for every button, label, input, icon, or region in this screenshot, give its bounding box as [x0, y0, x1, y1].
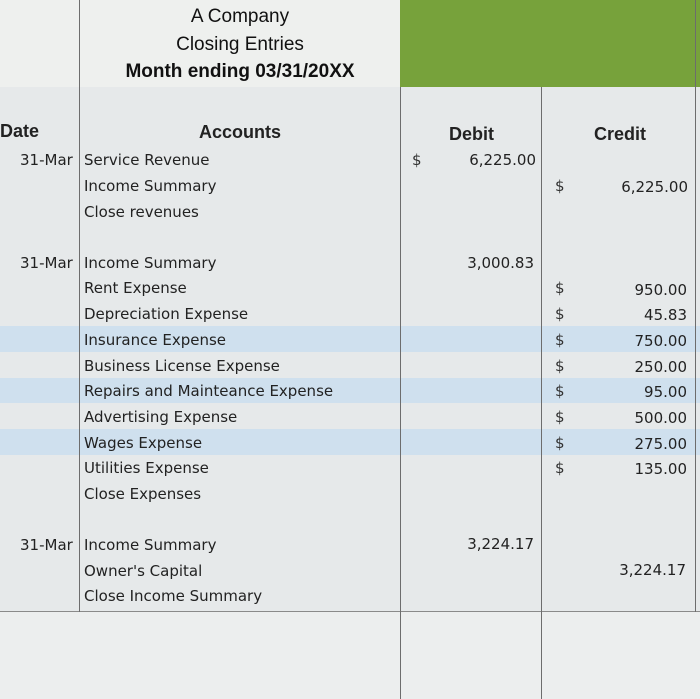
header-credit: Credit: [594, 124, 647, 144]
credit-amount: 950.00: [634, 281, 687, 299]
report-period: Month ending 03/31/20XX: [125, 61, 355, 82]
debit-amount: 3,000.83: [467, 254, 534, 272]
dollar-sign: $: [555, 459, 565, 477]
company-title: A Company: [190, 6, 290, 27]
credit-amount: 500.00: [634, 409, 687, 427]
account-name: Service Revenue: [84, 151, 210, 169]
dollar-sign: $: [555, 434, 565, 452]
dollar-sign: $: [555, 357, 565, 375]
credit-amount: 750.00: [634, 332, 687, 350]
table-row[interactable]: [0, 506, 700, 532]
account-name: Insurance Expense: [84, 331, 227, 349]
header-accounts: Accounts: [199, 122, 282, 142]
credit-amount: 135.00: [634, 460, 687, 478]
debit-amount: 6,225.00: [469, 151, 536, 169]
account-name: Business License Expense: [84, 357, 280, 375]
account-name: Rent Expense: [84, 279, 187, 297]
dollar-sign: $: [555, 331, 565, 349]
account-name: Income Summary: [84, 177, 217, 195]
entry-date: 31-Mar: [20, 151, 73, 169]
column-divider: [79, 0, 80, 612]
account-name: Depreciation Expense: [84, 305, 249, 323]
column-divider: [400, 87, 401, 699]
entry-date: 31-Mar: [20, 536, 73, 554]
memo-text: Close revenues: [84, 203, 199, 221]
column-divider: [695, 0, 696, 612]
account-name: Wages Expense: [84, 434, 203, 452]
column-divider: [541, 87, 542, 699]
dollar-sign: $: [555, 279, 565, 297]
dollar-sign: $: [555, 177, 565, 195]
dollar-sign: $: [555, 382, 565, 400]
table-row[interactable]: [0, 225, 700, 250]
credit-amount: 250.00: [634, 358, 687, 376]
account-name: Income Summary: [84, 536, 217, 554]
account-name: Advertising Expense: [84, 408, 238, 426]
entry-date: 31-Mar: [20, 254, 73, 272]
credit-amount: 3,224.17: [619, 561, 686, 579]
credit-amount: 95.00: [644, 383, 687, 401]
account-name: Repairs and Mainteance Expense: [84, 382, 334, 400]
header-debit: Debit: [449, 124, 494, 144]
credit-amount: 6,225.00: [621, 178, 688, 196]
memo-text: Close Income Summary: [84, 587, 263, 605]
credit-amount: 275.00: [634, 435, 687, 453]
memo-text: Close Expenses: [84, 485, 202, 503]
spacer-row[interactable]: [0, 87, 700, 116]
debit-amount: 3,224.17: [467, 535, 534, 553]
header-date: Date: [0, 121, 40, 141]
account-name: Owner's Capital: [84, 562, 203, 580]
account-name: Utilities Expense: [84, 459, 209, 477]
dollar-sign: $: [555, 305, 565, 323]
report-title: Closing Entries: [176, 34, 304, 55]
dollar-sign: $: [412, 151, 422, 169]
dollar-sign: $: [555, 408, 565, 426]
account-name: Income Summary: [84, 254, 217, 272]
credit-amount: 45.83: [644, 306, 687, 324]
